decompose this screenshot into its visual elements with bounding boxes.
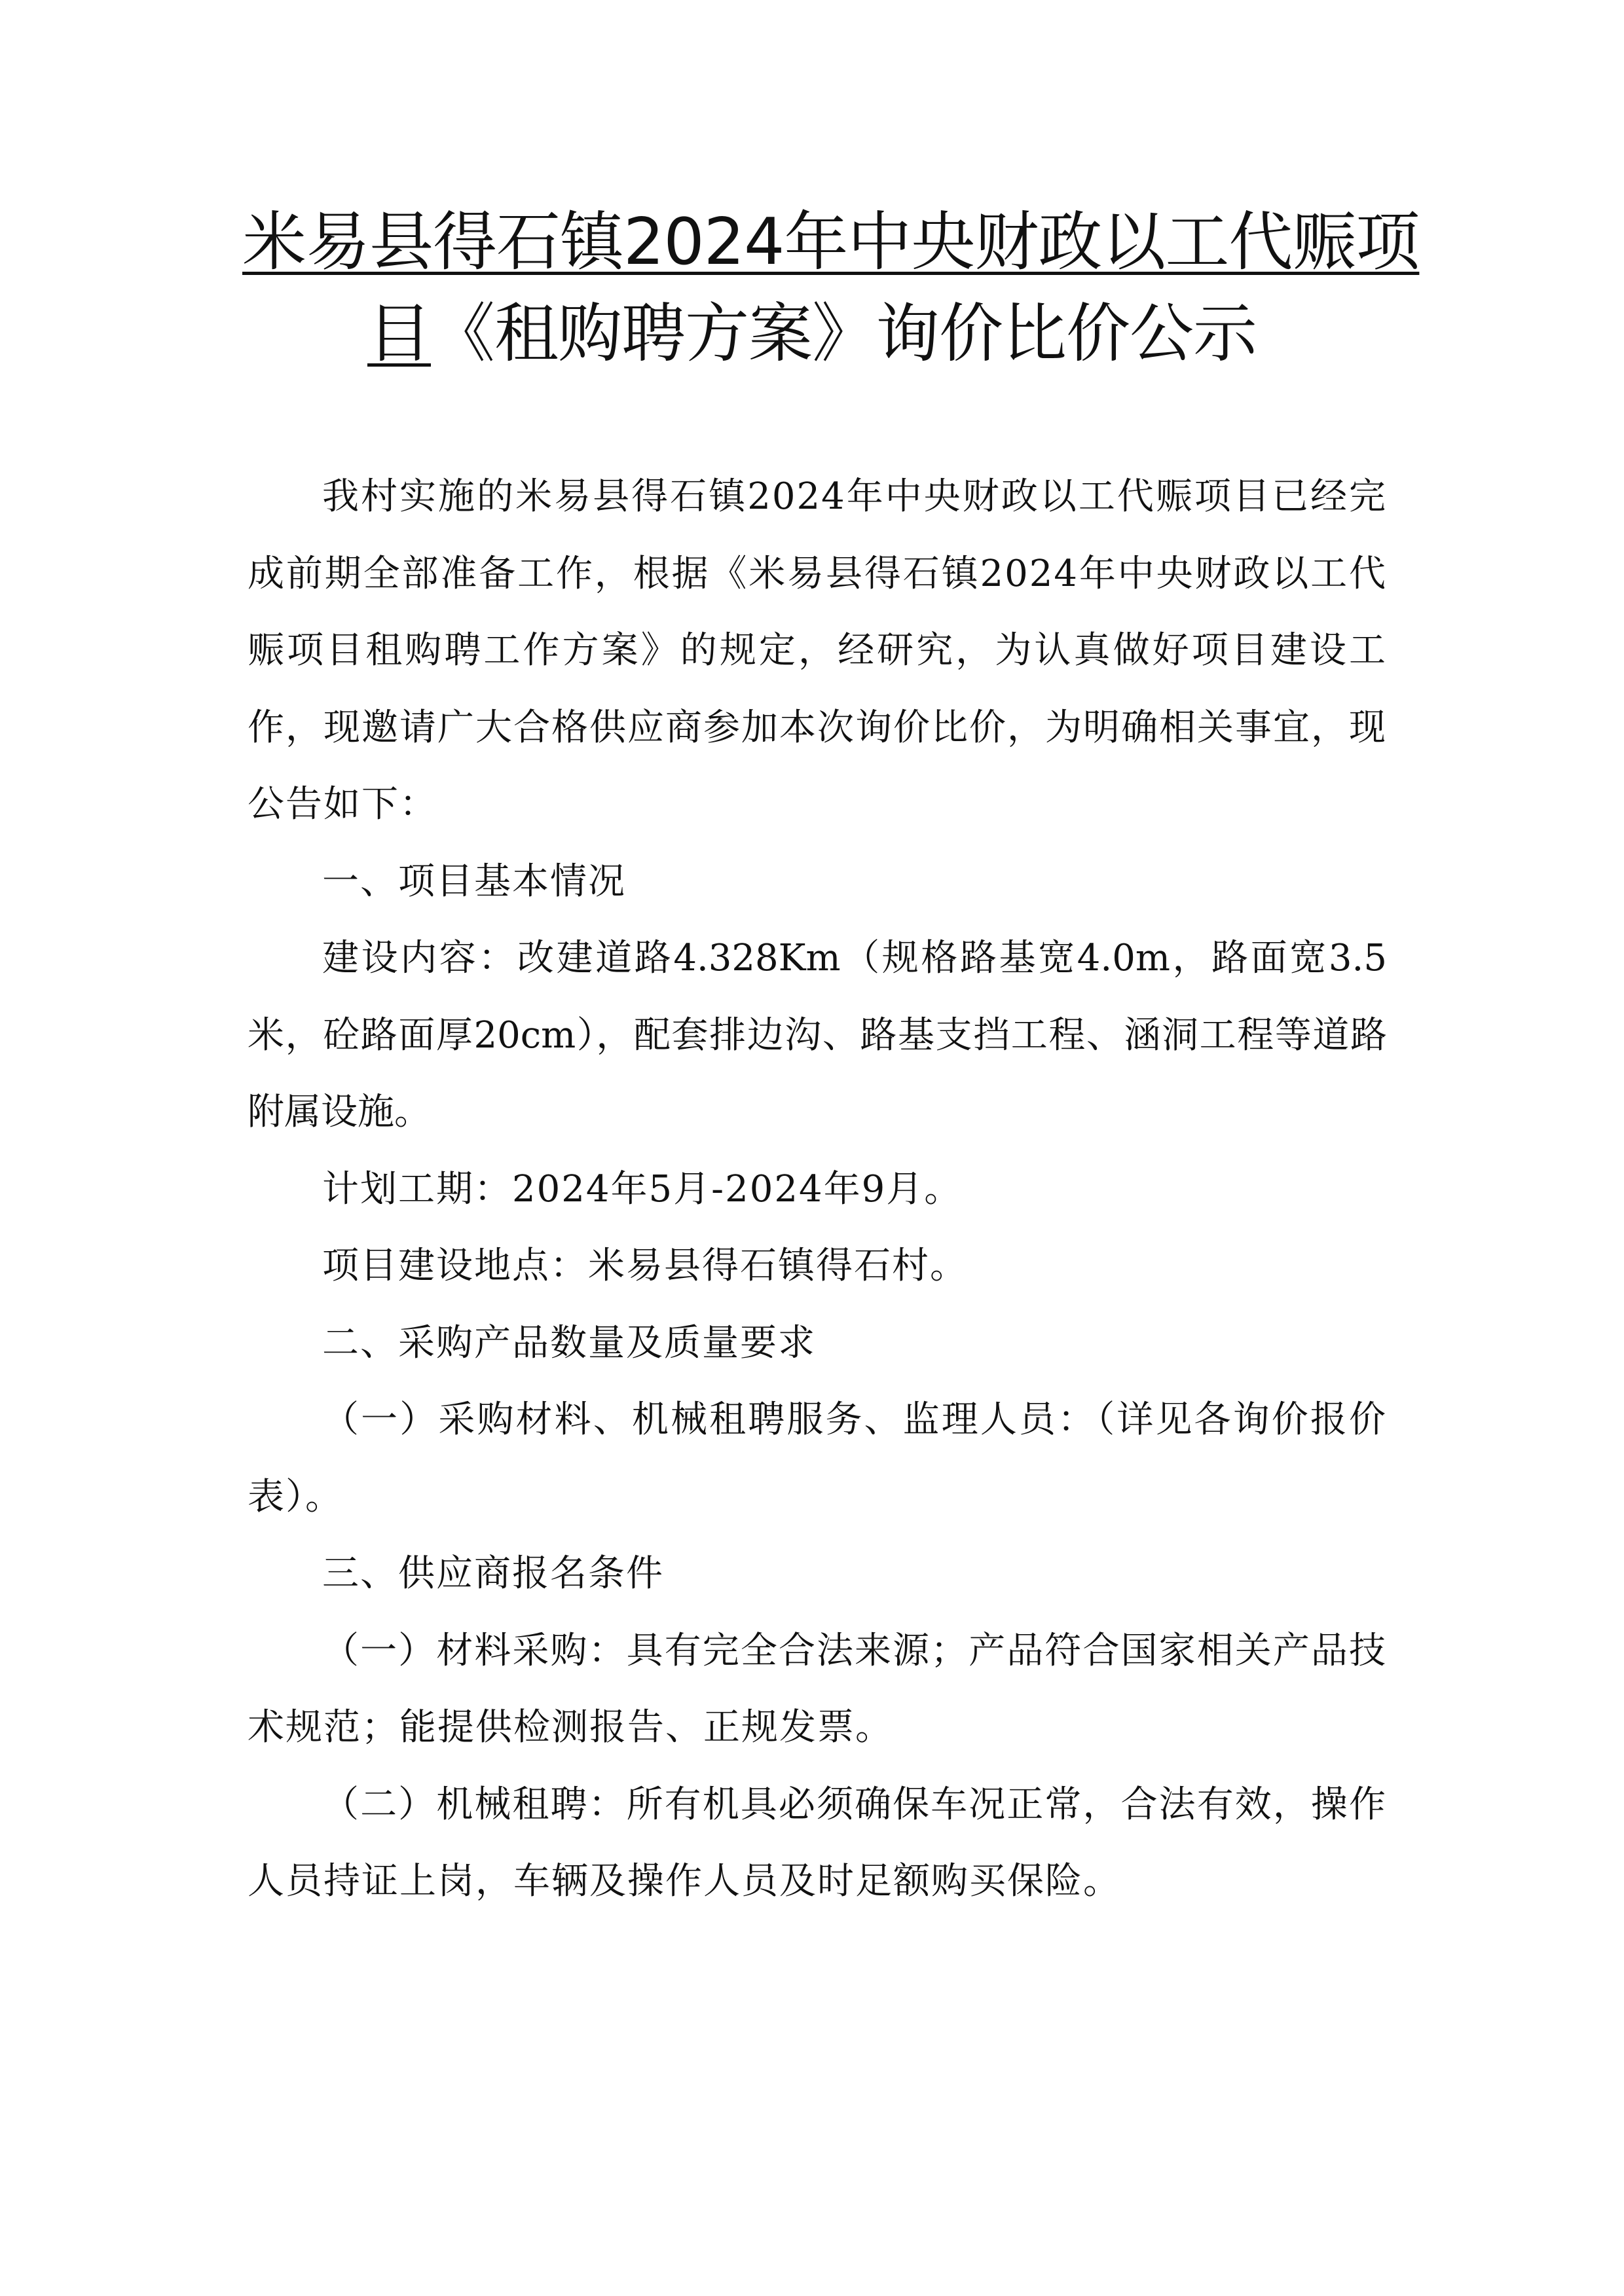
section-3-heading: 三、供应商报名条件 — [322, 1552, 664, 1595]
title-line-1 — [242, 196, 1420, 288]
intro-paragraph: 我村实施的米易县得石镇2024年中央财政以工代赈项目已经完成前期全部准备工作，根据《米易县得石镇2024年中央财政以工代赈项目租购聘工作方案》的规定，经研究，为认真做好项目建设工作，现邀请广大合格供应商参加本次询价比价，为明确相关事宜，现公告如下： — [248, 475, 1387, 826]
title-line-2 — [242, 288, 1382, 380]
section-3-item-1: （一）材料采购：具有完全合法来源；产品符合国家相关产品技术规范；能提供检测报告、正规发票。 — [248, 1629, 1387, 1749]
title-line-2-text: 《租购聘方案》询价比价公示 — [431, 297, 1257, 371]
title-line-1-text: 米易县得石镇2024年中央财政以工代赈项 — [242, 205, 1420, 280]
section-2-heading: 二、采购产品数量及质量要求 — [322, 1321, 816, 1364]
document-body — [248, 458, 1387, 1920]
schedule-paragraph: 计划工期：2024年5月-2024年9月。 — [322, 1167, 963, 1211]
document-title — [242, 196, 1420, 380]
location-paragraph: 项目建设地点：米易县得石镇得石村。 — [322, 1245, 968, 1287]
section-1-heading: 一、项目基本情况 — [322, 860, 626, 903]
construction-content-paragraph: 建设内容：改建道路4.328Km（规格路基宽4.0m，路面宽3.5米，砼路面厚20cm），配套排边沟、路基支挡工程、涵洞工程等道路附属设施。 — [248, 937, 1387, 1133]
title-line-2-underlined: 目 — [367, 297, 431, 371]
section-2-item-1: （一）采购材料、机械租聘服务、监理人员：（详见各询价报价表）。 — [248, 1398, 1387, 1518]
section-3-item-2: （二）机械租聘：所有机具必须确保车况正常，合法有效，操作人员持证上岗，车辆及操作人员及时足额购买保险。 — [248, 1783, 1387, 1903]
